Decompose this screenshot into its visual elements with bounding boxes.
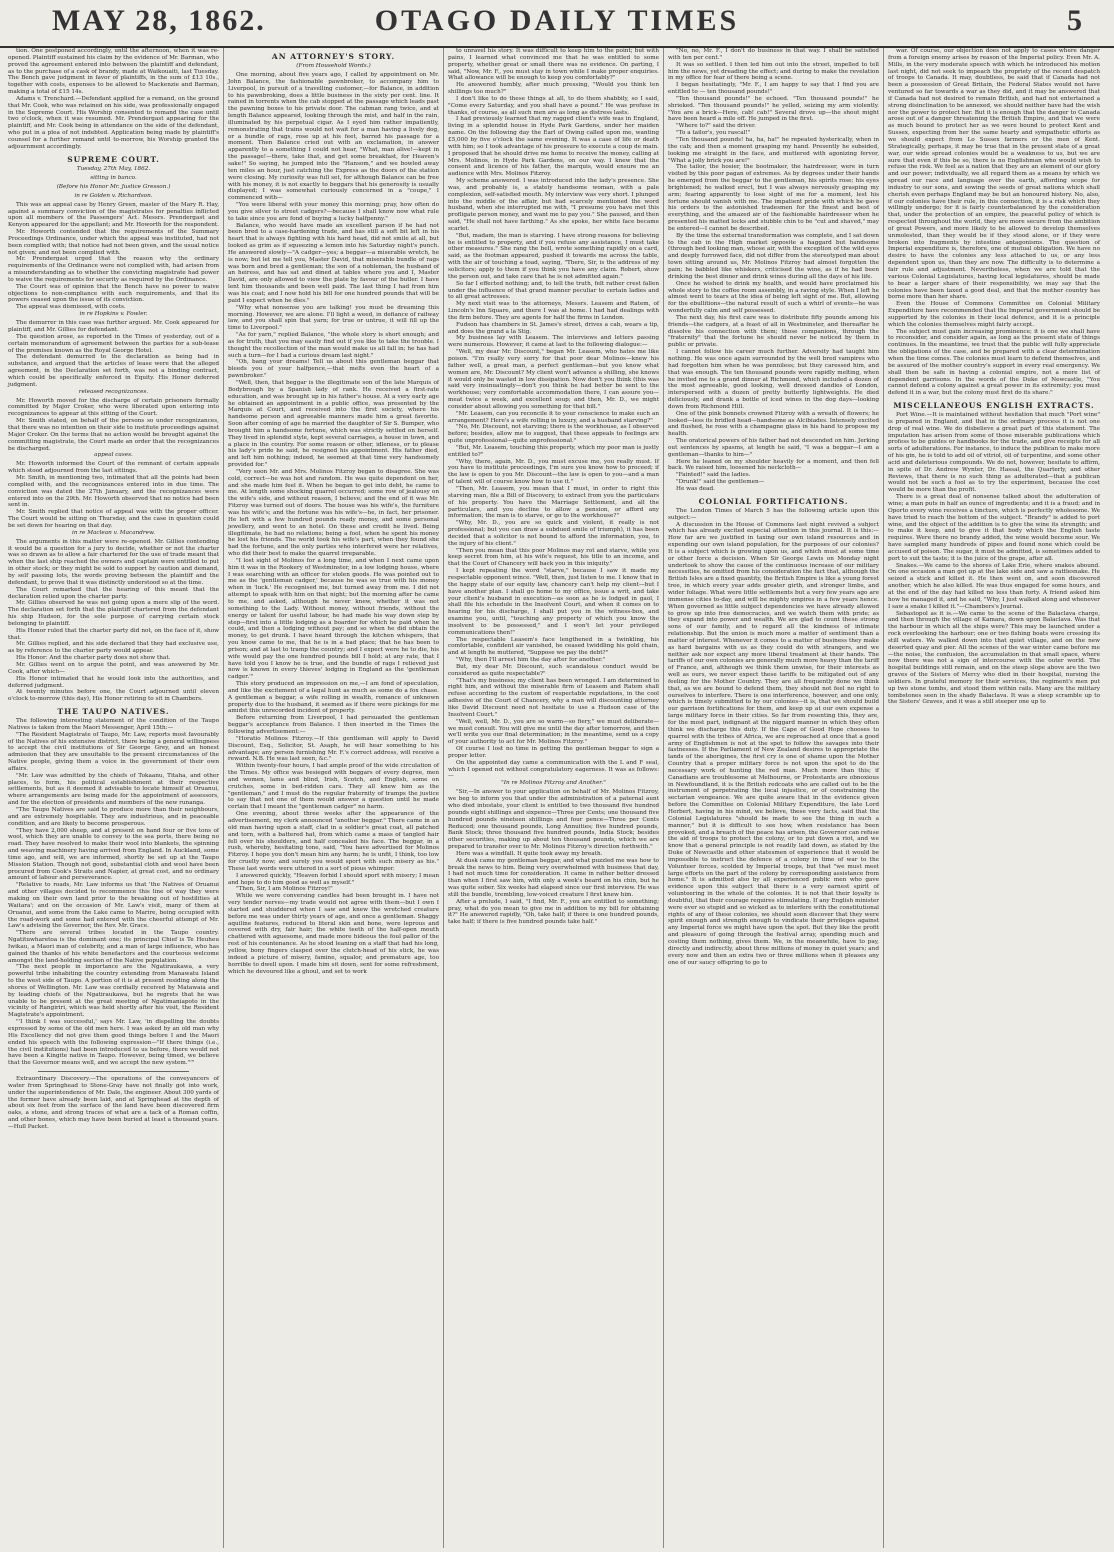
article-paragraph: This story produced an impression on me,—I am fond of speculation, and like the excitement of a legal hunt as much as some do a fox chase. A gentleman a beggar, a wife rolling in wealth, romance of unknown property due to the husband, it seemed as if there were pickings for me amidst this unrecorded incident of property. xyxy=(228,681,439,715)
article-headline: THE TAUPO NATIVES. xyxy=(57,707,170,717)
article-paragraph: "The Resident Magistrate of Taupo, Mr. Law, reports most favourably of the Natives of his extensive district, there being a general willingness to accept the civil institutions of Sir George Grey, and an honest admission that they are unsuitable to the present circumstances of the Native people, giving them a voice in the government of their own affairs. xyxy=(8,731,219,772)
page-number: 5 xyxy=(1067,4,1082,37)
article-paragraph: "Drunk!" said the gentlemen— xyxy=(676,479,765,486)
article-paragraph: My next visit was to the attorneys, Messrs. Leasem and Ratem, of Lincoln's Inn Square, and there I was at home. I had had dealings with the firm before. They are agents for half the firms in London. xyxy=(448,301,659,321)
article-subhead: (Before his Honor Mr. Justice Gresson.) xyxy=(56,183,171,190)
column-3 xyxy=(444,48,664,1548)
article-paragraph: I had previously learned that my ragged client's wife was in England, living in a splendid house in Hyde Park Gardens, under her maiden name. On the following day the Earl of Owing called upon me, wanting £5,000 by five o'clock the same evening. It was a case of life or death with him; so I took advantage of his pressure to execute a coup de main. I proposed that he should drive me home to receive the money, calling at Mrs. Molinos, in Hyde Park Gardens, on our way. I knew that the consent and licence of his father, the marquis, would ensure me an audience with Mrs. Molinos Fitzroy. xyxy=(448,116,659,178)
article-paragraph: The question arose, as reported in the Times of yesterday, out of a certain memorandum of agreement between the parties for a sub-lease of the premises known as the Royal George Hotel. xyxy=(8,333,219,354)
article-paragraph: It was so settled. I then led him out into the street, impelled to tell him the news, yet dreading the effect; and during to make the revelation in my office for fear of there being a scene. xyxy=(668,61,879,82)
article-paragraph: The subject must gain increasing prominence; it is one we shall have to reconsider, and consider again, as long as the present state of things continues. In the meantime, we trust that the public will fully appreciate the obligations of the case, and be prepared with a clear determination when the time comes. The colonies must learn to defend themselves, and be assured of the mother country's support in every real emergency. We shall then be safe in having a colonial empire, not a mere list of dependent garrisons. In the words of the Duke of Newcastle, "You cannot defend a colony against a great power in its extremity; you must defend it in a war, but the colony must first do its share." xyxy=(888,328,1100,397)
article-paragraph: "Well, my dear Mr. Discount," began Mr. Leasem, who hates me like poison. "I'm really very sorry for that poor dear Molinos—knew his father well, a great man, a perfect gentleman—but you know what women are, Mr. Discount? My client won't advance a shilling, she knows it would only be wasted in low dissipation. Now don't you think (this was said very insinuatingly—don't you think he had better be sent to the workhouse; very comfortable accommodation there, I can assure you—meat twice a week, and excellent soup; and then, Mr. D., we might consider about allowing you something for that bill." xyxy=(448,349,659,410)
article-paragraph: "There are several tribes located in the Taupo country. Ngatituwharetoa is the dominant one; its principal Chief is Te Heuheu Iwikau, a Maori man of celebrity, and a man of large influence, who has gained the thanks of his white benefactors and the courteous welcome amongst the land-holding section of the Native population. xyxy=(8,930,219,964)
article-paragraph: His Honor: And the charter party does not show that. xyxy=(16,655,171,662)
article-paragraph: By the time the external transformation was complete, and I sat down to the cab in the High market opposite a haggard but handsome (through bed looking man, whose air, with the exception of the wild eyes and deeply furrowed face, did not differ from the stereotyped man about town sitting around us, Mr. Molinos Fitzroy had almost forgotten the pain; he babbled like whiskers, criticised the wine, as if he had been drinking the best dinner and drink wines during all the days of his life. xyxy=(668,232,879,280)
article-paragraph: "Then, Mr. Leasem, you mean that I must, in order to right this starving man, file a Bill of Discovery, to extract from you the particulars of his property. You have the Marriage Settlement, and all the particulars, and you decline to allow a pension, or afford any information; the man is to starve, or go to the workhouse?" xyxy=(448,486,659,520)
article-paragraph: Mr. Gillies went on to argue the point, and was answered by Mr. Cook, after which— xyxy=(8,661,219,675)
article-subhead: appeal cases. xyxy=(94,452,133,459)
article-paragraph: I kept repeating the word "starve," because I saw it made my respectable opponent wince. "Well, then, just listen to me. I know that in the happy state of our equity law, chancery can't help my client—but I have another plan. I shall go home to my office, issue a writ, and take your client's husband in execution—as soon as he is lodged in gaol, I shall file his schedule in the Insolvent Court, and when it comes on to hearing for his discharge, I shall put you in the witness-box, and examine you, until, "touching any property of which you know the insolvent to be possessed," and I won't let your privileged communications then!" xyxy=(448,568,659,636)
article-paragraph: He answered humbly, after much pressing, "Would you think ten shillings too much?" xyxy=(448,82,659,96)
article-paragraph: The tailor, the hosier, the bootmaker, the hairdresser, were in turn visited by this poor pagan of extremes. As by degrees under their hands he emerged from the beggar to the gentleman, his spirits rose; his eyes brightened; he walked erect, but I was always nervously grasping my arm; fearing apparently to lose sight of me for a moment, lest his fortune should vanish with me. The impatient pride with which he gave his orders to the astonished tradesmen for the finest and best of everything, and the amazed air of the fashionable hairdresser when he presented his matted locks and stubble chin to be "cut and shaved," may be entered—I cannot be described. xyxy=(668,164,879,232)
article-paragraph: Before returning from Liverpool, I had persuaded the gentleman beggar's acceptance from Balance. I then inserted in the Times the following advertisement:— xyxy=(228,715,439,735)
article-paragraph: "'I think I was successful,' says Mr. Law, 'in dispelling the doubts expressed by some of the old men here. I was asked by an old man why His Excellency did not give them good things before I and the Maori ended his speech with the following expression—"If there things (i.e., the civil institutions) had been introduced to us before, there would not have been a Kingite native in Taupo. However, being timed, we believe that the Governor means well, and we accept the new system."'" xyxy=(8,1019,219,1067)
article-paragraph: My scheme answered. I was introduced into the lady's presence. She was, and probably is, a stately handsome woman, with a pale complexion, self-satisfied mouth. My interview was very short. I plunged into the middle of the affair, but had scarcely mentioned the word husband, when she interrupted me with, "I presume you have met this profligate person money, and want me to pay you." She paused, and then said, "He shall not have farthing." As she spoke, her white face became scarlet. xyxy=(448,178,659,232)
article-paragraph: "The next people in importance are the Ngatiraukawa, a very powerful tribe inhabiting the country extending from Manawatu Island to the west side of Taupo. A portion of it is at present residing along the shores of Wellington. Mr. Law was cordially received by Matawaia and by leading chiefs of the Ngatiraukawa, but he regrets that he was unable to be present at the great meeting of Ngatimaniapoto in the vicinity of Rangiriri, which was held shortly after his visit, the Resident Magistrate's appointment. xyxy=(8,964,219,1019)
article-paragraph: The respectable Leasem's face lengthened in a twinkling, his comfortable, confident air vanished, he ceased twiddling his gold chain, and at length he muttered, "Suppose we pay the debt?" xyxy=(448,636,659,657)
article-paragraph: Fudson has chambers in St. James's street, drives a cab, wears a tip, and does the grand a la Stig. xyxy=(448,321,659,335)
article-paragraph: "Horatio Molinos Fitzroy.—If this gentleman will apply to David Discount, Esq., Solicitor, St. Asaph, he will hear something to his advantage; any person furnishing Mr. F.'s correct address, will receive a reward. N.B. He was last seen, &c." xyxy=(228,735,439,763)
article-paragraph: I began hesitatingly, "Mr. F., I am happy to say that I find you are entitled to — ten thousand pounds!" xyxy=(668,82,879,96)
article-paragraph: The demurrer in this case was further argued. Mr. Cook appeared for plaintiff, and Mr. Gillies for defendant. xyxy=(8,320,219,333)
article-paragraph: "Where to?" said the driver. xyxy=(676,123,756,130)
article-paragraph: "They have 2,000 sheep, and at present on hand four or five tons of wool, which they are unable to convey to the sea ports, there being no road. They have resolved to make their wool into blankets, the spinning and weaving machinery having arrived from England. In Auckland, some time ago, and will, we are informed, shortly be set up at the Taupo Mission Station. Though not good, substantial cloth and wool have been procured from Cook's Straits and Napier, at great cost, and no ordinary amount of labour and perseverance. xyxy=(8,827,219,882)
article-paragraph: He was dead. xyxy=(676,486,715,492)
article-subhead: released recognizances. xyxy=(78,388,149,395)
article-paragraph: Mr. Howorth moved for the discharge of certain prisoners formally committed by Major Croker, who were liberated upon entering into recognizances to appear at this sitting of the Court. xyxy=(8,397,219,418)
article-subhead: "In re Molinos Fitzroy and Another." xyxy=(501,780,606,787)
article-paragraph: I cannot follow his career much further. Adversity had taught him nothing. He was once again surrounded by the well bred vampires who had forgotten him when he was penniless; but they caressed him, and that was enough. The ten thousand pounds were rapidly melting, when he invited me to a grand dinner at Richmond, which included a dozen of the most agreeable, good looking, well dressed dandies of London, interspersed with a dozen of pretty butterfly lightweights. He died deliciously, and drank a bottle of iced wines in the dog days—looking down from Richmond Hill. xyxy=(668,349,879,410)
issue-date: MAY 28, 1862. xyxy=(52,4,266,37)
article-paragraph: "You were liberal with your money this morning; pray, how often do you give silver to street cadgers?—because I shall know now what rule to take since you are fond of buying a lucky halfpenny." xyxy=(228,202,439,222)
article-paragraph: I don't like to do these things at all, to do them shabbily, so I said, "Come every Saturday, and you shall have a pound." He was profuse in thanks, of course, as all such men are as long as distress lasts. xyxy=(448,95,659,116)
column-2 xyxy=(224,48,444,1548)
article-paragraph: One of the pink bonnets crowned Fitzroy with a wreath of flowers; he looked—less its bridled head—handsome as Alcibiades. Intensely excited and flushed, he rose with a champagne glass in his hand to propose my health. xyxy=(668,410,879,438)
article-paragraph: Of course I lost no time in getting the gentleman beggar to sign a proper letter. xyxy=(448,746,659,759)
newspaper-columns xyxy=(4,48,1108,1548)
article-paragraph: "Then, Sir, I am Molinos Fitzroy!" xyxy=(236,886,333,893)
article-paragraph: "No, Mr. Discount, not starving; there is the workhouse, as I observed before; besides, allow me to suggest, that these appeals to feelings are quite unprofessional—quite unprofessional." xyxy=(448,424,659,445)
article-paragraph: "No, no, Mr. F., I don't do business in that way. I shall be satisfied with ten per cent." xyxy=(668,48,879,61)
column-1 xyxy=(4,48,224,1548)
article-paragraph: Mr. Prendergast urged that the reason why the ordinary requirements of the Ordinance were not complied with, had arisen from a misunderstanding as to whether the convicting magistrate had power to waive the requirements for security as required by the Ordinance. xyxy=(8,256,219,283)
article-paragraph: One evening, about three weeks after the appearance of the advertisement, my clerk announced "another beggar." There came in an old man having upon a staff, clad in a soldier's great coat, all patched and torn, with a battered hat, from which came a mass of tangled hair fell over his shoulders, and half concealed his face. The beggar, in a rush, whereby, hesitating tone, said, "You have advertised for Molinos Fitzroy. I hope you don't mean him any harm; he is unfit, I think, too low for cruelty now; and surely you would sport with such misery as his." These last words were uttered in a sort of pious whimper. xyxy=(228,811,439,872)
article-paragraph: Adams v. Trenchard.—Defendant applied for a remand, on the ground that Mr. Cook, who was retained on his side, was professionally engaged in the Supreme Court. His Worship consented to remand the case until two o'clock, when it was resumed. Mr. Prendergast appearing for the plaintiff, and Mr. Cook being in attendance on the side of the defendant, who put in a plea of not indebted. Application being made by plaintiff's counsel for a further remand until to-morrow, his Worship granted the adjournment accordingly. xyxy=(8,95,219,150)
article-paragraph: "Sir,—In answer to your application on behalf of Mr. Molinos Fitzroy, we beg to inform you that under the administration of a paternal aunt who died intestate, your client is entitled to two thousand five hundred pounds eight shillings and sixpence—Three per Cents; one thousand five hundred pounds nineteen shillings and four pence—Three per Cents Reduced; one thousand pounds, Long Annuities; five hundred pounds, Bank Stock; three thousand five hundred pounds, India Stock; besides other securities, making up about ten thousand pounds, which we are prepared to transfer over to Mr. Molinos Fitzroy's direction forthwith." xyxy=(448,789,659,851)
article-paragraph: A discussion in the House of Commons last night revived a subject which has already excited especial attention in this journal. It is this:—How far are we justified in taxing our own island resources and in expending our own island population, for the purposes of our colonies? It is a subject which is growing upon us, and which must at some time or other force a decision. When Sir George Lewis on Monday night undertook to show the cause of the continuous increase of our military necessities, he omitted from his consideration the fact that, although the British Isles are a fixed quantity, the British Empire is like a young forest tree, in which every year adds greater girth, and stronger limbs, and wider foliage. What were little settlements but a very few years ago are immense cities to-day, and will be mighty empires in a few years hence. When governed as little subject dependencies we have already allowed to grow up into free democracies, and we watch them with pride; as they expand into power and wealth. We are glad to count these strong sons of our family, and to regard all the kindness of intimate relationship. But the union is much more a matter of sentiment than a matter of interest. Whenever it comes to a matter of business they make as hard bargains with us as they could do with strangers, and we neither ask nor expect any more liberal treatment at their hands. The tariffs of our own colonies are generally much more heavy than the tariff of France, and, although we think them unwise, for their interests as well as ours, we never expect these tariffs to be mitigated out of any feeling for the Mother Country. They are all frequently done we think that, as we are bound to defend them, they should not feel no right to ourselves to interfere. There is one interference, however, and one only, which is timely submitted to by our colonies—it is, that we should build our garrison fortifications for them, and keep up at our own expense a large military force in their cities. So far from resenting this, they are, for the most part, indignant at the niggard manner in which they often think we discharge this duty. If the Cape of Good Hope chooses to quarrel with the tribes of Africa, we are reproached at once that a good army of Englishmen is not at the spot to follow the savages into their fastnesses. If the Parliament of New Zealand desires to appropriate the lands of the aborigines, the first cry is one of shame upon the Mother Country that a proper military force is not upon the spot to do the necessary work of hunting the red man. Much more than this; if Canadians are troublesome at Melbourne, or Protestants are obnoxious in Newfoundland, it is the British redcoats who are called out to be the instrument of perpetrating the local injustice, or of constraining the sectarian vengeance. We are quite aware that in the evidence given before the Committee on Colonial Military Expenditure, the late Lord Herbert, having in his mind, we believe, these very facts, said that the Colonial Legislatures "should be made to see the thing in such a manner," but it is difficult to see how, when resistance has been provoked, and a breach of the peace has arisen, the Governor can refuse the aid of troops to protect the colony, or to put down a riot, and we know that a general principle is not readily laid down, as stated by the Duke of Newcastle and other statesmen of experience that it would be impossible to instruct the defence of a colony in time of war to the Volunteer forces, scolded by Imperial troops, but that "we must meet large efforts on the part of the colony by corresponding assistance from home." It is admitted also by all experienced public men who gave evidence upon this subject that there is a very earnest spirit of volunteering in the whole of the colonies. It is not that their loyalty is doubtful, that their courage requires stimulating. If any English minister were ever so stupid and so wicked as to interfere with the constitutional rights of any of these colonies, we should soon discover that they were spirit enough and strength enough to vindicate their privileges against any Imperial force we might have upon the spot. But they like the profit and pleasure of going through the festival array, spending much and costing them nothing, gives them. We, in the meanwhile, have to pay, directly and indirectly, about three millions of money in quiet years; and every now and then an extra two or three millions when it pleases any one of our saucy offspring to go to xyxy=(668,521,879,966)
article-headline: MISCELLANEOUS ENGLISH EXTRACTS. xyxy=(893,401,1095,411)
article-paragraph: Snakes.—We came to the shores of Lake Erie, where snakes abound. On one occasion a man got up at the lake side and saw a rattlesnake. He seized a stick and killed it. He then went on, and soon discovered another, which he also killed. He was thus engaged for some hours, and at the end of the day had killed no less than forty. A friend asked him how he managed it, and he said, "Why, I just walked along and whenever I saw a snake I killed it."—Chambers's Journal. xyxy=(888,562,1100,610)
article-paragraph: At twenty minutes before one, the Court adjourned until eleven o'clock to-morrow (this day), His Honor retiring to sit in Chambers. xyxy=(8,689,219,703)
article-paragraph: Extraordinary Discovery.—The operations of the conveyancers of water from Springhead to Stone-Gray have not finally got into work, under the superintendence of Mr. Dale, the engineer. About 300 yards of the former have already been laid, and at Springhead at the depth of about six feet from the surface of the land have been discovered firm oaks, a stone, and strong traces of what are a tack of a Roman coffin, and other bones, which may have been buried at least a thousand years.—Hull Packet. xyxy=(8,1076,219,1130)
article-paragraph: The Court remarked that the hearing of this meant that the declaration relied upon the charter party. xyxy=(8,586,219,600)
article-paragraph: After a prelude, I said, "I find, Mr. F., you are entitled to something; pray, what do you mean to give me in addition to my bill for obtaining it?" He answered rapidly, "Oh, take half; if there is one hundred pounds, take half; if there is five hundred pounds take half." xyxy=(448,898,659,926)
column-rule xyxy=(38,1071,189,1072)
article-paragraph: "Ten thousand pounds! ha, ha, ha!" he repeated hysterically, when in the cab; and then a moment grasping my hand. Presently he subsided, looking me straight in the face, and muttered with agonizing fervor, "What a jolly brick you are!" xyxy=(668,136,879,164)
article-paragraph: At dusk came my gentleman beggar, and what puzzled me was how to break the news to him. Being very overwhelmed with business that day, I had not much time for consideration. It came in rather better dressed than when I first saw him, with only a week's beard on his chin, but he was quite sober. Six weeks had elapsed since our first interview. He was still the bundle, trembling, low-voiced creature I first knew him. xyxy=(448,857,659,898)
article-paragraph: Sebastopol as it is.—We came to the scene of the Balaclava charge, and then through the village of Kamara, down upon Balaclava. Was that the harbour in which all the ships were? This may be launched under a rock overlooking the harbour; one or two fishing boats were crossing its still waters. We walked down into that quiet village, and on the new deserted quay and pier. All the scenes of the war winter came before me—the noise, the confusion, the accumulation in that small space, where now there was not a sign of intercourse with the outer world. The hospital buildings still remain, and on the steep slope above are the two graves of the Sisters of Mercy who died in their hospital, nursing the soldiers. In grateful memory for their services, the regiment's men put up two stone tombs, and stood them within rails. Many are the military tombstones seen in the shady Balaclava. It was a steep scramble up to the Sisters' Graves, and it was a still steeper one up to xyxy=(888,610,1100,706)
article-paragraph: war. Of course, our objection does not apply to cases where danger from a foreign enemy arises by reason of the Imperial policy. Even Mr. A. Mills, in the very moderate speech with which he introduced his motion last night, did not seek to impeach the propriety of the recent despatch of troops to Canada. It may, doubtless, be said that if Canada had not been a possession of Great Britain, the Federal States would not have ventured so far towards a war as they did, and it may be answered that if Canada had not desired to remain British, and had not entertained a strong disinclination to be annexed, we should neither have had the wish nor the power to protect her. But it is enough that the danger to Canada arose out of a danger threatening the British Empire, and that we were as much bound to protect her as we were bound to protect Kent and Sussex, expecting from her the same hearty and sympathetic efforts as we should expect from Lo Sussex farmers or the men of Kent. Strategically, perhaps, it may be true that in the present state of a great war, our wide spread colonies would be a weakness to us, but we are sure that even if this be so, there is no Englishman who would wish to refuse the risk. We feel as a nation that they are an element of our glory and our power; individually, we all regard them as a means by which we spread our race and language over the earth, affording scope for industry to our sons, and sowing the seeds of great nations which shall cherish even perhaps England may be but an honoured history. No, also, if our colonies have their rule, in this connection, it is a risk which they willingly undergo; for it is fairly counterbalanced by the consideration that, under the protection of an empire, the peaceful policy of which is respected throughout the world, they are more secure from the ambition of great Powers, and more likely to be allowed to develop themselves unmolested, than they would be if they stood alone, or if they were broken into fragments by intestine antagonisms. The question of Imperial expenditure is, therefore, one of mutual obligation. We have no desire to have the colonies any less attached to us, or any less dependent upon us, than they are now. The difficulty is to determine a fair rule and adjustment. Nevertheless, when we are told that the various Colonial Legislatures, having local legislatures, should be made to bear a larger share of their responsibility, we may say that the colonies have been taxed a good deal, and that the mother country has borne more than her share. xyxy=(888,48,1100,301)
article-paragraph: "Why, there, again, Mr. D., you must excuse me, you really must. If you have to institute proceedings, I'm sure you know how to proceed; if the law is open to you Mr. Discount—the law is open to you—and a man of talent will of course know how to use it." xyxy=(448,458,659,486)
article-paragraph: "Fainted!" said the ladies. xyxy=(676,472,751,479)
newspaper-title: OTAGO DAILY TIMES xyxy=(374,4,740,37)
article-paragraph: While we were conversing candles had been brought in. I have not very tender nerves—my trade would not agree with them—but I own I started and shuddered when I saw and knew the wretched creature before me was under thirty years of age, and once a gentleman. Shaggy aquiline features, reduced to literal skin and bone, were leprous and covered with dry, fair hair; the white teeth of the half-open mouth chattered with aguesome, and made more hideous the foul pallor of the rest of his countenance. As he stood leaning on a staff that had his long, yellow, bony fingers clasped over the clutch-head of his stick, he was indeed a picture of misery, famine, squalor, and premature age, too horrible to dwell upon. I made him sit down, sent for some refreshment, which he devoured like a ghoul, and set to work xyxy=(228,893,439,975)
article-paragraph: Mr. Smith replied that notice of appeal was with the proper officer. The Court would be sitting on Thursday, and the case in question could be set down for hearing on that day. xyxy=(8,509,219,529)
article-paragraph: to unravel his story. It was difficult to keep him to the point; but with pains, I learned what convinced me that he was entitled to some property, whether great or small there was no evidence. On parting, I said, "Now, Mr. F., you must stay in town while I make proper enquiries. What allowance will be enough to keep you comfortably?" xyxy=(448,48,659,82)
article-paragraph: "I lost sight of Molinos for a long time, and when I next came upon him it was in the Rookery of Westminster, in a low lodging house, where I was searching with an officer for stolen goods. He was pointed out to me as the 'gentleman cadger,' because he was so true with his money when in 'luck.' He recognised me, but turned away from me. I did not attempt to speak with him on that night; but the morning after he came to me, and asked, although he never knew, whether it was not something to the Lady. Without money, without friends, without the energy or talent for useful labour, he had made his way down step by step—first into a little lodging as a boarder for which he paid when he could, and then a lodging without pay; and so when he did obtain the money, to get drunk. I have heard through the kitchen whispers, that you know came to me, that he is in a bad place; that he has been to prison; and at last to tramp the country; and I expect were he to die, his wife would pay the one hundred pounds bill I hold; at any rate, that I have told you I know he is true, and the bundle of rags I relieved just now is known in every thieves' lodging in England as the 'gentleman cadger.'" xyxy=(228,557,439,681)
article-paragraph: Mr. Smith stated, on behalf of the persons so under recognizances, that there was no intention on their side to institute proceedings against Major Croker. On the terms that no action would be brought against the committing magistrate, the Court made an order that the recognizances be discharged. xyxy=(8,418,219,452)
article-paragraph: "Well, then, that beggar is the illegitimate son of the late Marquis of Bodybrough by a Spanish lady of rank. He received a first-rate education, and was brought up in his father's house. At a very early age he obtained an appointment in a public office, was presented by the Marquis at Court, and received into the first society, where his handsome person and agreeable manners made him a great favorite. Soon after coming of age he married the daughter of Sir S. Bumper, who brought him a handsome fortune, which was strictly settled on herself. They lived in splendid style, kept several carriages, a house in town, and a place in the country. For some reason or other, idleness, or to please his lady's pride he said, he resigned his appointment. His father died, and left him nothing; indeed, he seemed at that time very handsomely provided for." xyxy=(228,379,439,469)
article-paragraph: I answered quickly, "Heaven forbid I should sport with misery; I mean and hope to do him good as well as myself." xyxy=(228,872,439,886)
column-5 xyxy=(884,48,1104,1548)
article-headline: SUPREME COURT. xyxy=(67,154,160,164)
article-paragraph: Port Wine.—It is maintained without hesitation that much "Port wine" is prepared in England, and that in the ordinary process it is not one drop of real wine. We do disbelieve a great part of this statement. The imputation has arisen from some of those miserable publications which profess to be guides or handbooks for the trade, and give receipts for all sorts of adulterations. For instance, to induce the publican to make more of his gin, he is told to add oil of vitriol, oil of turpentine, and some other acid and deleterious compounds. We do not, however, hesitate to affirm, in spite of Dr. Andrew Wynter, Dr. Hassal, the Quarterly, and other Reviews, that there is no such thing as adulterated—that a publican would not be such a fool as to try the experiment, because the cost would be more than the profit. xyxy=(888,412,1100,494)
article-paragraph: "Very soon Mr. and Mrs. Molinos Fitzroy began to disagree. She was cold, correct—he was hot and random. He was quite dependent on her, and she made him feel it. When he began to get into debt, he came to me. At length some shocking quarrel occurred; some row of jealousy on the wife's side, and without reason, I believe; and the end of it was Mr. Fitzroy was turned out of doors. The house was his wife's, the furniture was his wife's; and the fortune was his wife's—he, in fact, her prisoner. He left with a few hundred pounds ready money, and some personal jewellery, and went to an hotel. On these and credit he lived. Being illegitimate, he had no relations; being a fool, when he spent his money he lost his friends. The world took his wife's part, when they found she had the fortune, and the only parties who interfered were her relatives, who did their best to make the quarrel irreparable. xyxy=(228,468,439,558)
article-paragraph: "The Taupo Natives are said to produce more than their neighbours, and are extremely hospitable. They are industrious, and in peaceable condition, and are likely to become prosperous. xyxy=(8,807,219,827)
article-paragraph: One morning, about five years ago, I called by appointment on Mr. John Balance, the fashionable pawnbroker, to accompany him to Liverpool, in pursuit of a travelling customer,—for Balance, in addition to his pawnbroking, does a little business in the sixty per cent. line. It rained in torrents when the cab stopped at the passage which leads past the pawning boxes to his private door. The cabman rang twice, and at length Balance appeared, looking through the mist, and half in the rain, illuminated by his perpetual cigar. As I eyed him rather impatiently, remonstrating that trains would not wait for a man having a lively dog, or a bundle of rags, rose up at his feet, barred his passage for a moment. Then Balance cried out with an exclamation, in answer apparently to a something I could not hear, "What, man alive!—kept in the passage!—there, take that, and get some breakfast, for Heaven's sake!" So saying, he jumped into the "Hansom," and we bowled away ten miles an hour, just catching the Express as the doors of the station were closing. My curiosity was full set, for although Balance can be free with his money, it is not exactly to beggars that his generosity is usually displayed; I was somewhat curiously concerned in a "coupe," I commenced with— xyxy=(228,72,439,202)
column-4 xyxy=(664,48,884,1548)
article-paragraph: The arguments in this matter were re-opened. Mr. Gillies contending it would be a question for a jury to decide, whether or not the charter was so drawn as to allow a fair chartered for the use of trade meant that when the last ship reached the owners and captain were entitled to put in other stock; or they might be sold to support by caution and demand, by self passing lots, the words proving between the plaintiff and the defendant, to prove that it was distinctly understood so at the time. xyxy=(8,538,219,586)
article-paragraph: "Ten thousand pounds!" he echoed. "Ten thousand pounds!" he shrieked. "Ten thousand pounds!" he yelled, seizing my arm violently. "You are a brick—Here, cab! cab!" Several drove up—the shout might have been heard a mile off. He jumped in the first. xyxy=(668,95,879,123)
article-paragraph: "As for yarn," replied Balance, "the whole story is short enough; and as for truth, that you may easily find out if you like to take the trouble. I thought the recollection of the man would make us all fall in; he has had such a turn—for I had a curious dream last night." xyxy=(228,332,439,359)
article-paragraph: Here he leaned on my shoulder heavily for a moment, and then fell back. We raised him, loosened his neckcloth— xyxy=(668,458,879,472)
article-paragraph: tion. One postponed accordingly, until the afternoon, when it was re-opened. Plaintiff sustained his claim by the evidence of Mr. Barman, who proved the agreement entered into between the plaintiff and defendant, as to the purchase of a cask of brandy, made at Waikouaiti, last Tuesday. The Bench gave judgment in favor of plaintiffs, in the sum of £13 10s., together with costs, expenses to be allowed to Mackenzie and Barman, making a total of £15 14s. xyxy=(8,48,219,96)
article-subhead: (From Household Words.) xyxy=(296,63,371,69)
article-paragraph: "Well, well, Mr. D., you are so warm—so fiery," we must deliberate—we must consult. You will give me until the day after tomorrow, and then we'll write you our final determination; in the meantime, send us a copy of your authority to act for Mr. Molinos Fitzroy." xyxy=(448,718,659,746)
masthead xyxy=(0,0,1114,48)
article-paragraph: The next day, his first care was to distribute fifty pounds among his friends—the cadgers, at a feast of all in Westminster, and thereafter he dissolve his connection with them; those companions, through the "fraternity" that the fortune he should never be noticed by them in public or private. xyxy=(668,314,879,349)
article-paragraph: The oratorical powers of his father had not descended on him. Jerking out sentences by spasms, at length he said, "I was a beggar—I am a gentleman—thanks to him—" xyxy=(668,438,879,458)
article-subhead: Tuesday, 27th May, 1862. xyxy=(76,165,151,172)
article-paragraph: "To a tailor's, you rascal!" xyxy=(676,130,751,137)
article-paragraph: The London Times of March 5 has the following article upon this subject:— xyxy=(668,507,879,521)
article-paragraph: "Why, then I'll arrest him the day after for another." xyxy=(456,657,606,664)
article-paragraph: Within twenty-four hours, I had ample proof of the wide circulation of the Times. My office was besieged with beggars of every degree, men and women, lame and blind, Irish, Scotch, and English, some on crutches, some in bed-ridden cars. They all knew him as the "gentleman," and I must do the regular fraternity of tramps the justice to say that not one of them would answer a question until he made certain that I meant the "gentleman cadger" no harm. xyxy=(228,763,439,811)
article-paragraph: "But, madam, the man is starving. I have strong reasons for believing he is entitled to property, and if you refuse any assistance, I must take other measures." She rang the bell, wrote something rapidly on a card, said, as the footman appeared, pushed it towards me across the table, with the air of touching a toad, saying, "There, Sir, is the address of my solicitors; apply to them if you think you have any claim. Robert, show the person out, and take care that he is not admitted again." xyxy=(448,232,659,280)
article-paragraph: There is a great deal of nonsense talked about the adulteration of wine; a man puts in half an ounce of ingredients; and it is a fraud; and in Oporto every wine receives a tincture, which is perfectly wholesome. We have tried to reach the bottom of the subject. "Brandy" is added to port wine, and the object of the addition is to give the wine its strength; and to make it keep, and to give it that body which the English taste requires. Were there no brandy added, the wine would become sour. We have sampled many hundreds of pipes and found none which could be accused of poison. The sugar, it must be admitted, is sometimes added to port to suit the taste; it is the juice of the grape, after all. xyxy=(888,494,1100,562)
article-subhead: sitting in banco. xyxy=(90,174,137,181)
article-subhead: in re Hopkins v. Fowler. xyxy=(79,311,148,318)
article-paragraph: "Oh, bang your dreams! Tell us about this gentleman beggar that bleeds you of your halfpence,—that melts even the heart of a pawnbroker." xyxy=(228,359,439,380)
article-paragraph: Mr. Gillies observed he was not going upon a mere slip of the word. The declaration set forth that the plaintiff chartered from the defendant his ship Hudson, for the sole purpose of carrying certain stock belonging to plaintiff. xyxy=(8,600,219,627)
article-paragraph: "That's my business; my client has been wronged. I am determined to right him, and without the miserable firm of Leasem and Ratem shall refuse according to the custom of respectable reputations, in the cool adhesive of the Court of Chancery, why a man will discounting attorney like David Discount need not hesitate to use a Hudson case of the Insolvent Court." xyxy=(448,677,659,718)
article-paragraph: "Mr. Leasem, can you reconcile it to your conscience to make such an arrangement? Here's a wife rolling in luxury, and a husband starving?" xyxy=(448,410,659,424)
article-headline: AN ATTORNEY'S STORY. xyxy=(271,52,396,61)
article-paragraph: The Court was of opinion that the Bench have no power to waive objections to non-compliance with such requirements, and that its powers ceased upon the issue of its conviction. xyxy=(8,283,219,304)
article-subhead: in re Maclean v. Macandrew. xyxy=(72,529,155,536)
article-paragraph: The appeal was dismissed, with costs. xyxy=(16,304,126,311)
article-paragraph: "Why what nonsense you are talking! you must be dreaming this morning. However, we are alone. I'll light a weed, in defiance of railway law, and you shall spin that yarn; for true or untrue, it will fill up the time to Liverpool." xyxy=(228,304,439,332)
article-headline: COLONIAL FORTIFICATIONS. xyxy=(698,496,849,506)
article-paragraph: Mr. Howorth contended that the requirements of the Summary Proceedings Ordinance, under which the appeal was instituted, had not been complied with; that notice had not been given, and the usual notice not given; and not been complied with. xyxy=(8,229,219,256)
article-paragraph: The defendant demurred to the declaration as being bad in substance, and argued that the articles of lease were that the alleged agreement, in the Declaration set forth, was not a binding contract, which could be specifically enforced in Equity. His Honor deferred judgment. xyxy=(8,354,219,388)
article-paragraph: The following interesting statement of the condition of the Taupo Natives is taken from the Maori Messenger, April 15th:— xyxy=(8,718,219,731)
article-paragraph: Even the House of Commons Committee on Colonial Military Expenditure have recommended that the Imperial government should be supported by the colonies in their local defence, and it is a principle which the colonies themselves might fairly accept. xyxy=(888,301,1100,328)
article-paragraph: So far I effected nothing; and, to tell the truth, felt rather crest fallen under the influence of that grand manner peculiar to certain ladies and to all great actresses. xyxy=(448,280,659,301)
article-paragraph: Mr. Smith, in mentioning two, intimated that all the points had been complied with, and the recognizances entered into in due time. The conviction was dated the 27th January, and the recognizances were entered into on the 29th. Mr. Howorth observed that no notice had been sent in. xyxy=(8,475,219,509)
article-paragraph: Balance, who would have made an excellent parson if he had not been bred to a case-hardening trade, and has still a soft bit left in his heart that is always fighting with his hard head, did not smile at all, but looked as grim as if squeezing a lemon into his Saturday night's punch. He answered slowly—"A cadger—yes; a beggar—a miserable wretch, he is now; but let me tell you, Master David, that miserable bundle of rags was born and bred a gentleman; the son of a nobleman, the husband of an heiress, and has sat and dined at tables where you and I, Master David, are only allowed to view the plate by favour of the butler. I have lent him thousands and been well paid. The last thing I had from him was his coat; and I now hold his bill for one hundred pounds that will be paid I expect when he dies." xyxy=(228,222,439,304)
article-paragraph: Mr. Howorth informed the Court of the remnant of certain appeals which stood adjourned from the last sittings. xyxy=(8,461,219,475)
article-paragraph: His Honor intimated that he would look into the authorities, and deferred judgment. xyxy=(8,675,219,689)
article-subhead: in re Golden v. Richardson. xyxy=(74,192,153,199)
article-paragraph: "But, Mr. Leasem, touching this property, which my poor man is justly entitled to?" xyxy=(448,444,659,458)
article-paragraph: On the appointed day came a communication with the L and F seal, which I opened not without congratulatory eagerness. It was as follows:— xyxy=(448,759,659,780)
article-paragraph: Once he wished to drink my health, and would have proclaimed his whole story to the coffee room assembly, in a raving style. When I left he almost went to tears at the idea of being left sight of me. But, allowing for the ebullitions—the natural result of such a whirl of events—he was wonderfully calm and self possessed. xyxy=(668,280,879,315)
article-paragraph: "Why, Mr. D., you are so quick and violent, it really is not professional; but you can draw a subdued smile of triumph), it has been decided that a solicitor is not bound to afford the information, you, to the injury of his client." xyxy=(448,520,659,547)
article-paragraph: "Relative to roads, Mr. Law informs us that 'the Natives of Oruanui and other villages decided to recommence this line of way they were making on their own land prior to the breaking out of hostilities at Waitara'; and on the occasion of Mr. Law's visit, many of them at Oruanui, and some from the Lake came to Marire, being occupied with the road-work and some had entered with the cheerful attempt of Mr. Law's advising the Governor, the Rev. Mr. Grace. xyxy=(8,882,219,930)
article-paragraph: This was an appeal case by Henry Green, master of the Mary R. Hay, against a summary conviction of the magistrates for penalties inflicted upon all members of the Passengers' Act. Messrs. Prendergast and Kenyon appeared for the appellant; and Mr. Howorth for the respondent. xyxy=(8,201,219,229)
article-paragraph: "Mr. Law was admitted by the chiefs of Tokaanu, Titaha, and other places, to form, his political establishment at their respective settlements, but as it deemed it advisable to locate himself at Oruanui, where arrangements are being made for the appointment of assessors, and for the election of presidents and members of the new runanga. xyxy=(8,772,219,807)
article-paragraph: But, my dear Mr. Discount, such scandalous conduct would be considered as quite respectable?" xyxy=(448,663,659,677)
article-paragraph: "Then you mean that this poor Molinos may rot and starve, while you keep secret from him, at his wife's request, his title to an income, and that the Court of Chancery will back you in this iniquity." xyxy=(448,547,659,568)
article-paragraph: His Honor ruled that the charter party did not, on the face of it, show that. xyxy=(8,627,219,641)
article-paragraph: Mr. Gillies replied, and his side declared that they had exclusive use, as by reference to the charter party would appear. xyxy=(8,641,219,655)
article-paragraph: My business lay with Leasem. The interviews and letters passing were numerous. However, it came at last to the following dialogue:— xyxy=(448,335,659,349)
article-paragraph: Here was a windfall. It quite took away my breath. xyxy=(456,850,603,857)
